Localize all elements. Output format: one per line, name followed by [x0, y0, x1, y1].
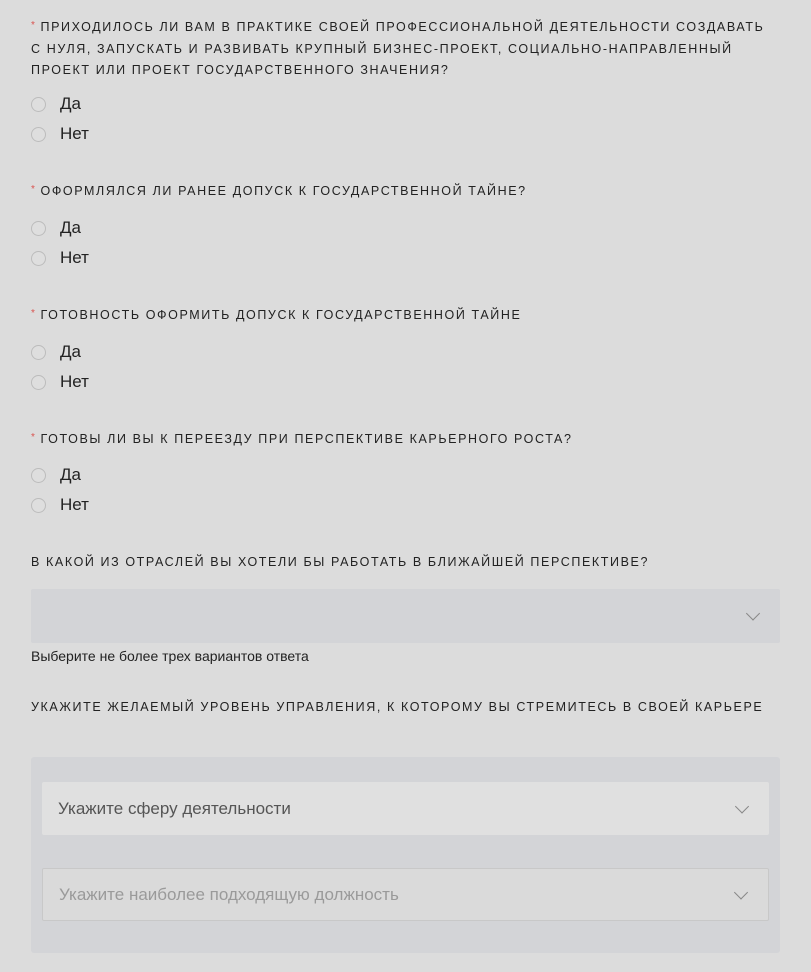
radio-button[interactable] [31, 375, 46, 390]
radio-button[interactable] [31, 345, 46, 360]
radio-button[interactable] [31, 221, 46, 236]
radio-label: Нет [60, 495, 89, 514]
required-marker: * [31, 432, 37, 443]
radio-option-yes[interactable] [31, 216, 81, 240]
question-text: ОФОРМЛЯЛСЯ ЛИ РАНЕЕ ДОПУСК К ГОСУДАРСТВЕННОЙ ТАЙНЕ? [40, 184, 527, 198]
chevron-down-icon[interactable] [735, 799, 749, 813]
industry-question-title: В КАКОЙ ИЗ ОТРАСЛЕЙ ВЫ ХОТЕЛИ БЫ РАБОТАТЬ В БЛИЖАЙШЕЙ ПЕРСПЕКТИВЕ? [31, 555, 650, 569]
question-title-clearance-readiness [31, 305, 771, 327]
question-text: ГОТОВНОСТЬ ОФОРМИТЬ ДОПУСК К ГОСУДАРСТВЕННОЙ ТАЙНЕ [40, 308, 522, 322]
question-text: ПРИХОДИЛОСЬ ЛИ ВАМ В ПРАКТИКЕ СВОЕЙ ПРОФЕССИОНАЛЬНОЙ ДЕЯТЕЛЬНОСТИ СОЗДАВАТЬ С НУЛЯ, ЗАПУСКАТЬ И РАЗВИВАТЬ КРУПНЫЙ БИЗНЕС-ПРОЕКТ, СОЦИАЛЬНО-НАПРАВЛЕННЫЙ ПРОЕКТ ИЛИ ПРОЕКТ ГОСУДАРСТВЕННОГО ЗНАЧЕНИЯ? [31, 20, 765, 77]
radio-button[interactable] [31, 97, 46, 112]
sphere-select[interactable] [42, 782, 769, 835]
management-level-title: УКАЖИТЕ ЖЕЛАЕМЫЙ УРОВЕНЬ УПРАВЛЕНИЯ, К КОТОРОМУ ВЫ СТРЕМИТЕСЬ В СВОЕЙ КАРЬЕРЕ [31, 700, 764, 714]
radio-option-yes[interactable] [31, 340, 81, 364]
question-text: ГОТОВЫ ЛИ ВЫ К ПЕРЕЕЗДУ ПРИ ПЕРСПЕКТИВЕ КАРЬЕРНОГО РОСТА? [40, 432, 573, 446]
required-marker: * [31, 184, 37, 195]
chevron-down-icon[interactable] [746, 606, 760, 620]
required-marker: * [31, 20, 37, 31]
radio-button[interactable] [31, 498, 46, 513]
radio-option-no[interactable] [31, 493, 89, 517]
radio-option-no[interactable] [31, 122, 89, 146]
required-marker: * [31, 308, 37, 319]
radio-option-no[interactable] [31, 370, 89, 394]
radio-label: Да [60, 218, 81, 237]
industry-hint: Выберите не более трех вариантов ответа [31, 648, 309, 664]
radio-option-no[interactable] [31, 246, 89, 270]
radio-label: Нет [60, 372, 89, 391]
radio-label: Да [60, 342, 81, 361]
question-title-business-project [31, 17, 771, 80]
question-title-relocation [31, 429, 771, 451]
radio-label: Да [60, 94, 81, 113]
position-select[interactable] [42, 868, 769, 921]
position-select-placeholder: Укажите наиболее подходящую должность [59, 884, 399, 904]
question-title-clearance-before [31, 181, 771, 203]
radio-button[interactable] [31, 468, 46, 483]
radio-label: Нет [60, 248, 89, 267]
radio-option-yes[interactable] [31, 92, 81, 116]
radio-option-yes[interactable] [31, 463, 81, 487]
radio-button[interactable] [31, 251, 46, 266]
industry-select[interactable] [31, 589, 780, 643]
radio-button[interactable] [31, 127, 46, 142]
radio-label: Да [60, 465, 81, 484]
chevron-down-icon[interactable] [734, 885, 748, 899]
sphere-select-placeholder: Укажите сферу деятельности [58, 798, 291, 818]
radio-label: Нет [60, 124, 89, 143]
management-level-panel [31, 757, 780, 953]
